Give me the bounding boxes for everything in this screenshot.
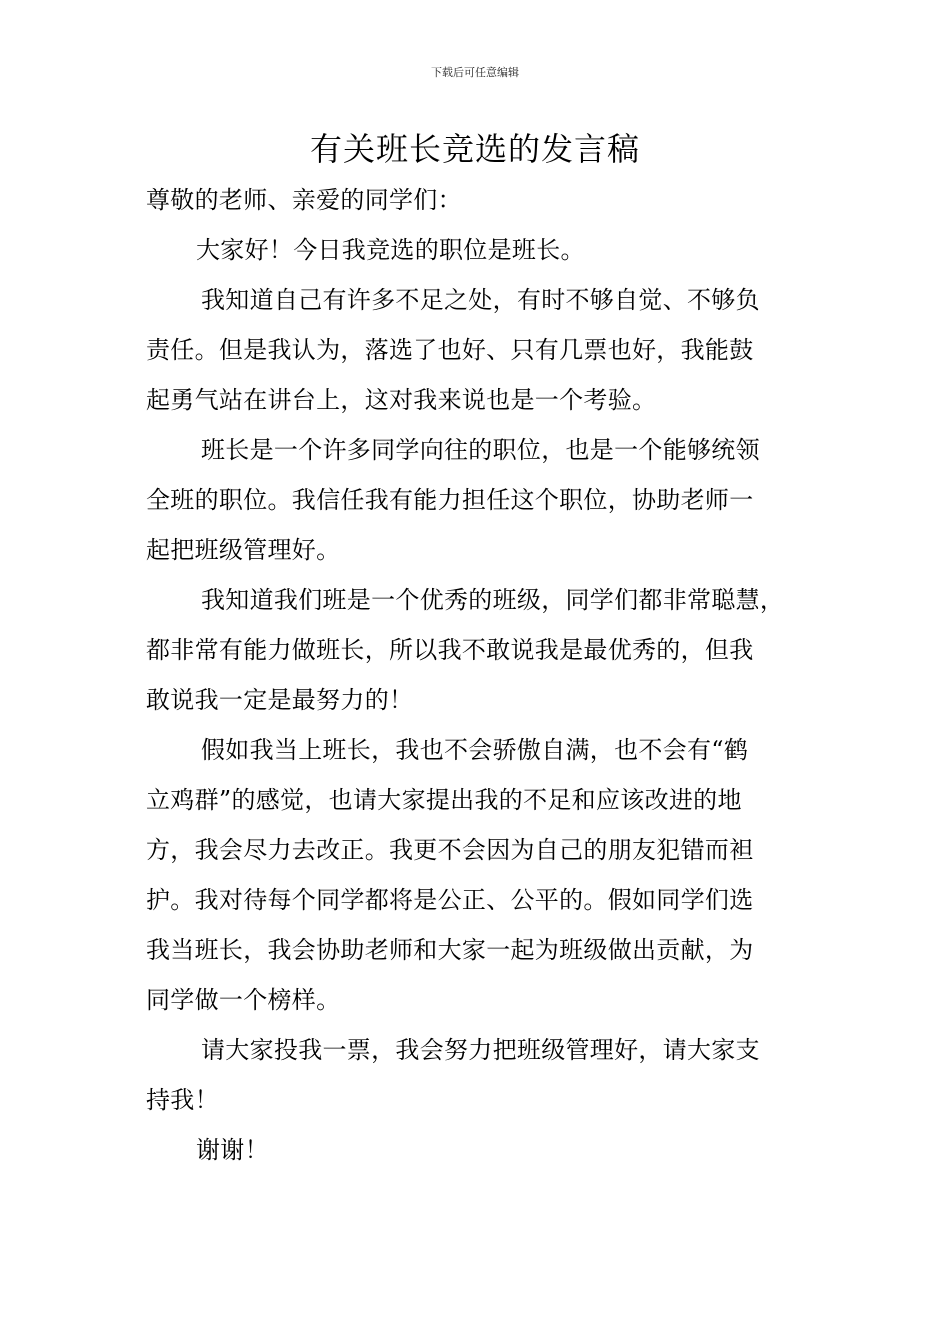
paragraph-line: 立鸡群”的感觉，也请大家提出我的不足和应该改进的地 (146, 786, 742, 814)
paragraph-line: 方，我会尽力去改正。我更不会因为自己的朋友犯错而袒 (146, 836, 754, 864)
paragraph-line: 假如我当上班长，我也不会骄傲自满，也不会有“鹤 (201, 736, 749, 764)
paragraph-line: 敢说我一定是最努力的！ (146, 686, 414, 714)
paragraph-line: 持我！ (146, 1086, 219, 1114)
paragraph-line: 我当班长，我会协助老师和大家一起为班级做出贡献，为 (146, 936, 754, 964)
paragraph-line: 请大家投我一票，我会努力把班级管理好，请大家支 (201, 1036, 760, 1064)
paragraph-line: 起把班级管理好。 (146, 536, 341, 564)
document-body (146, 175, 836, 1175)
paragraph-line: 全班的职位。我信任我有能力担任这个职位，协助老师一 (146, 486, 754, 514)
paragraph-4 (146, 725, 836, 1025)
paragraph-line: 我知道自己有许多不足之处，有时不够自觉、不够负 (201, 286, 760, 314)
paragraph-line: 我知道我们班是一个优秀的班级，同学们都非常聪慧， (201, 586, 785, 614)
closing: 谢谢！ (196, 1136, 269, 1164)
paragraph-3 (146, 575, 836, 725)
paragraph-line: 护。我对待每个同学都将是公正、公平的。假如同学们选 (146, 886, 754, 914)
greeting: 大家好！今日我竞选的职位是班长。 (196, 236, 585, 264)
header-note: 下载后可任意编辑 (431, 66, 519, 79)
paragraph-1 (146, 275, 836, 425)
document-title: 有关班长竞选的发言稿 (309, 130, 640, 168)
paragraph-2 (146, 425, 836, 575)
salutation: 尊敬的老师、亲爱的同学们： (146, 186, 462, 214)
paragraph-line: 同学做一个榜样。 (146, 986, 341, 1014)
paragraph-line: 都非常有能力做班长，所以我不敢说我是最优秀的，但我 (146, 636, 754, 664)
paragraph-line: 起勇气站在讲台上，这对我来说也是一个考验。 (146, 386, 657, 414)
paragraph-line: 班长是一个许多同学向往的职位，也是一个能够统领 (201, 436, 760, 464)
paragraph-5 (146, 1025, 836, 1125)
paragraph-line: 责任。但是我认为，落选了也好、只有几票也好，我能鼓 (146, 336, 754, 364)
